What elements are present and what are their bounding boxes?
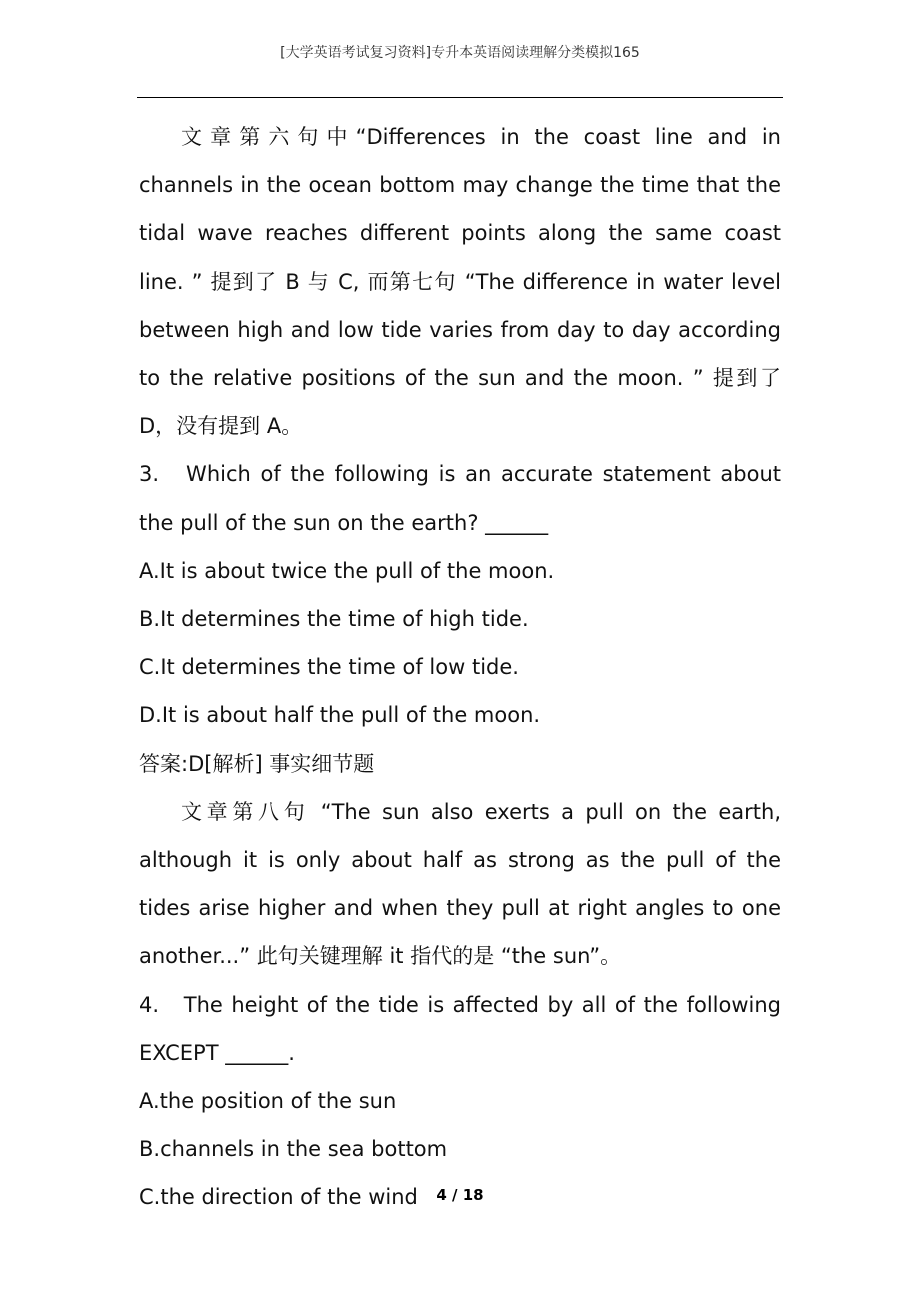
question-4-option-c: C.the direction of the wind [139, 1185, 418, 1210]
intro-explanation-paragraph: 文章第六句中“Differences in the coast line and in channels in the ocean bottom may change the time that the tidal wave reaches different points along the same coast line. ” 提到了 B 与 C, 而第七句 “The difference in water level between high and low tide varies from day to day according to the relative positions of the sun and the moon. ” 提到了 D，没有提到 A。 [139, 125, 781, 439]
question-4-option-b: B.channels in the sea bottom [139, 1137, 448, 1162]
question-3: 3. Which of the following is an accurate statement about the pull of the sun on the earth? ______ [139, 462, 781, 535]
question-3-option-c: C.It determines the time of low tide. [139, 655, 519, 680]
question-3-answer: 答案:D[解析] 事实细节题 [139, 751, 375, 776]
question-3-option-b: B.It determines the time of high tide. [139, 607, 529, 632]
header-divider [137, 97, 783, 98]
question-4: 4. The height of the tide is affected by all of the following EXCEPT ______. [139, 992, 781, 1065]
question-3-explanation: 文章第八句 “The sun also exerts a pull on the earth, although it is only about half as strong as the pull of the tides arise higher and when they pull at right angles to one another...” 此句关键理解 it 指代的是 “the sun”。 [139, 799, 781, 969]
question-4-option-a: A.the position of the sun [139, 1089, 397, 1114]
question-3-option-d: D.It is about half the pull of the moon. [139, 703, 541, 728]
page-number: 4 / 18 [436, 1186, 484, 1204]
page-header-title: [大学英语考试复习资料]专升本英语阅读理解分类模拟165 [280, 45, 640, 61]
page-content [139, 113, 781, 1222]
question-3-option-a: A.It is about twice the pull of the moon. [139, 558, 555, 583]
